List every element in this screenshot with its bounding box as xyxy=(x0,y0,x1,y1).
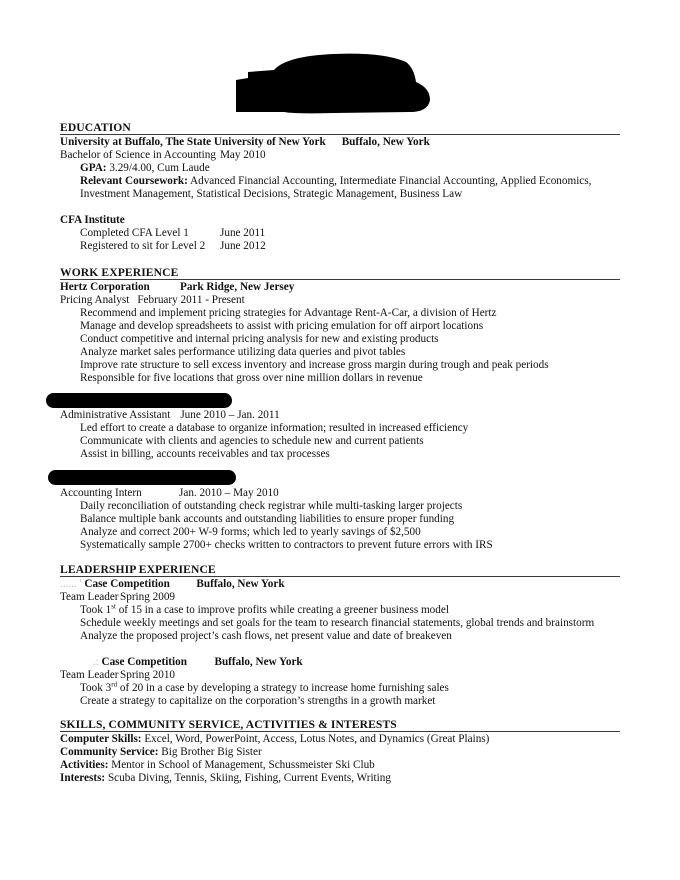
redacted-employer-3 xyxy=(48,470,236,485)
section-title-work: WORK EXPERIENCE xyxy=(60,266,620,280)
school-line xyxy=(60,136,620,149)
school-name: University at Buffalo, The State University of New York xyxy=(60,136,326,148)
gpa-line xyxy=(60,162,620,175)
job-1-bullet: Analyze market sales performance utilizing data queries and pivot tables xyxy=(80,346,406,358)
leadership-1-role: Team LeaderSpring 2009 xyxy=(60,591,176,603)
job-2-role: Administrative Assistant June 2010 – Jan. 2011 xyxy=(60,409,280,421)
leadership-2-bullet: Create a strategy to capitalize on the corporation’s strengths in a growth market xyxy=(80,695,436,707)
skills-section xyxy=(60,718,620,785)
section-title-education: EDUCATION xyxy=(60,121,620,135)
redacted-name-block xyxy=(234,52,446,114)
degree-date: May 2010 xyxy=(219,149,266,161)
skills-item: Interests: Scuba Diving, Tennis, Skiing, Fishing, Current Events, Writing xyxy=(60,772,391,784)
job-3 xyxy=(60,470,620,552)
coursework-label: Relevant Coursework: xyxy=(80,175,188,187)
section-title-leadership: LEADERSHIP EXPERIENCE xyxy=(60,563,620,577)
cfa-institute: CFA Institute xyxy=(60,214,125,226)
job-1-bullet: Recommend and implement pricing strategies for Advantage Rent-A-Car, a division of Hertz xyxy=(80,307,497,319)
cfa-item-1: Completed CFA Level 1 June 2011 xyxy=(80,227,266,239)
employer-location: Park Ridge, New Jersey xyxy=(180,281,295,293)
degree-line xyxy=(60,149,620,162)
job-1-bullet: Improve rate structure to sell excess inventory and increase gross margin during trough and peak periods xyxy=(80,359,549,371)
job-1-bullet: Conduct competitive and internal pricing analysis for new and existing products xyxy=(80,333,439,345)
leadership-2-bullet: Took 3rd of 20 in a case by developing a strategy to increase home furnishing sales xyxy=(80,680,449,694)
job-1-bullet: Responsible for five locations that gross over nine million dollars in revenue xyxy=(80,372,423,384)
degree: Bachelor of Science in Accounting xyxy=(60,149,216,161)
leadership-1-bullet: Analyze the proposed project’s cash flows, net present value and date of breakeven xyxy=(80,630,452,642)
job-2-bullet: Led effort to create a database to organize information; resulted in increased efficiency xyxy=(80,422,469,434)
leadership-2-header: .: Case Competition Buffalo, New York xyxy=(90,656,303,668)
job-2-bullet: Communicate with clients and agencies to schedule new and current patients xyxy=(80,435,424,447)
gpa-label: GPA: xyxy=(80,162,107,174)
job-3-role: Accounting Intern Jan. 2010 – May 2010 xyxy=(60,487,279,499)
school-location: Buffalo, New York xyxy=(341,136,430,148)
gpa-value: 3.29/4.00, Cum Laude xyxy=(109,162,210,174)
job-1-header xyxy=(60,281,620,294)
job-3-bullet: Daily reconciliation of outstanding check registrar while multi-tasking larger projects xyxy=(80,500,463,512)
section-title-skills: SKILLS, COMMUNITY SERVICE, ACTIVITIES & INTERESTS xyxy=(60,718,620,732)
job-2-bullet: Assist in billing, accounts receivables and tax processes xyxy=(80,448,330,460)
leadership-1-bullet: Schedule weekly meetings and set goals for the team to research financial statements, global trends and brainstorm xyxy=(80,617,595,629)
redacted-employer-2 xyxy=(46,393,232,408)
job-3-bullet: Analyze and correct 200+ W-9 forms; which led to yearly savings of $2,500 xyxy=(80,526,421,538)
skills-item: Computer Skills: Excel, Word, PowerPoint, Access, Lotus Notes, and Dynamics (Great Plains) xyxy=(60,733,490,745)
leadership-2-role: Team LeaderSpring 2010 xyxy=(60,669,176,681)
employer-name: Hertz Corporation xyxy=(60,281,150,293)
coursework-line-2: Investment Management, Statistical Decisions, Strategic Management, Business Law xyxy=(80,188,463,200)
leadership-1-header: ...... ' Case Competition Buffalo, New York xyxy=(60,578,285,590)
cfa-item-2: Registered to sit for Level 2 June 2012 xyxy=(80,240,266,252)
leadership-section xyxy=(60,563,620,708)
coursework-value-1: Advanced Financial Accounting, Intermediate Financial Accounting, Applied Economics, xyxy=(190,175,592,187)
leadership-1-bullet: Took 1st of 15 in a case to improve profits while creating a greener business model xyxy=(80,602,449,616)
work-section xyxy=(60,266,620,385)
education-section xyxy=(60,121,620,253)
job-1-bullet: Manage and develop spreadsheets to assist with pricing emulation for off airport locations xyxy=(80,320,484,332)
job-3-bullet: Systematically sample 2700+ checks written to contractors to prevent future errors with IRS xyxy=(80,539,493,551)
coursework-line-1 xyxy=(60,175,620,188)
job-1-role: Pricing Analyst February 2011 - Present xyxy=(60,294,245,306)
skills-item: Activities: Mentor in School of Management, Schussmeister Ski Club xyxy=(60,759,375,771)
job-2 xyxy=(60,393,620,461)
skills-item: Community Service: Big Brother Big Sister xyxy=(60,746,262,758)
job-3-bullet: Balance multiple bank accounts and outstanding liabilities to ensure proper funding xyxy=(80,513,455,525)
